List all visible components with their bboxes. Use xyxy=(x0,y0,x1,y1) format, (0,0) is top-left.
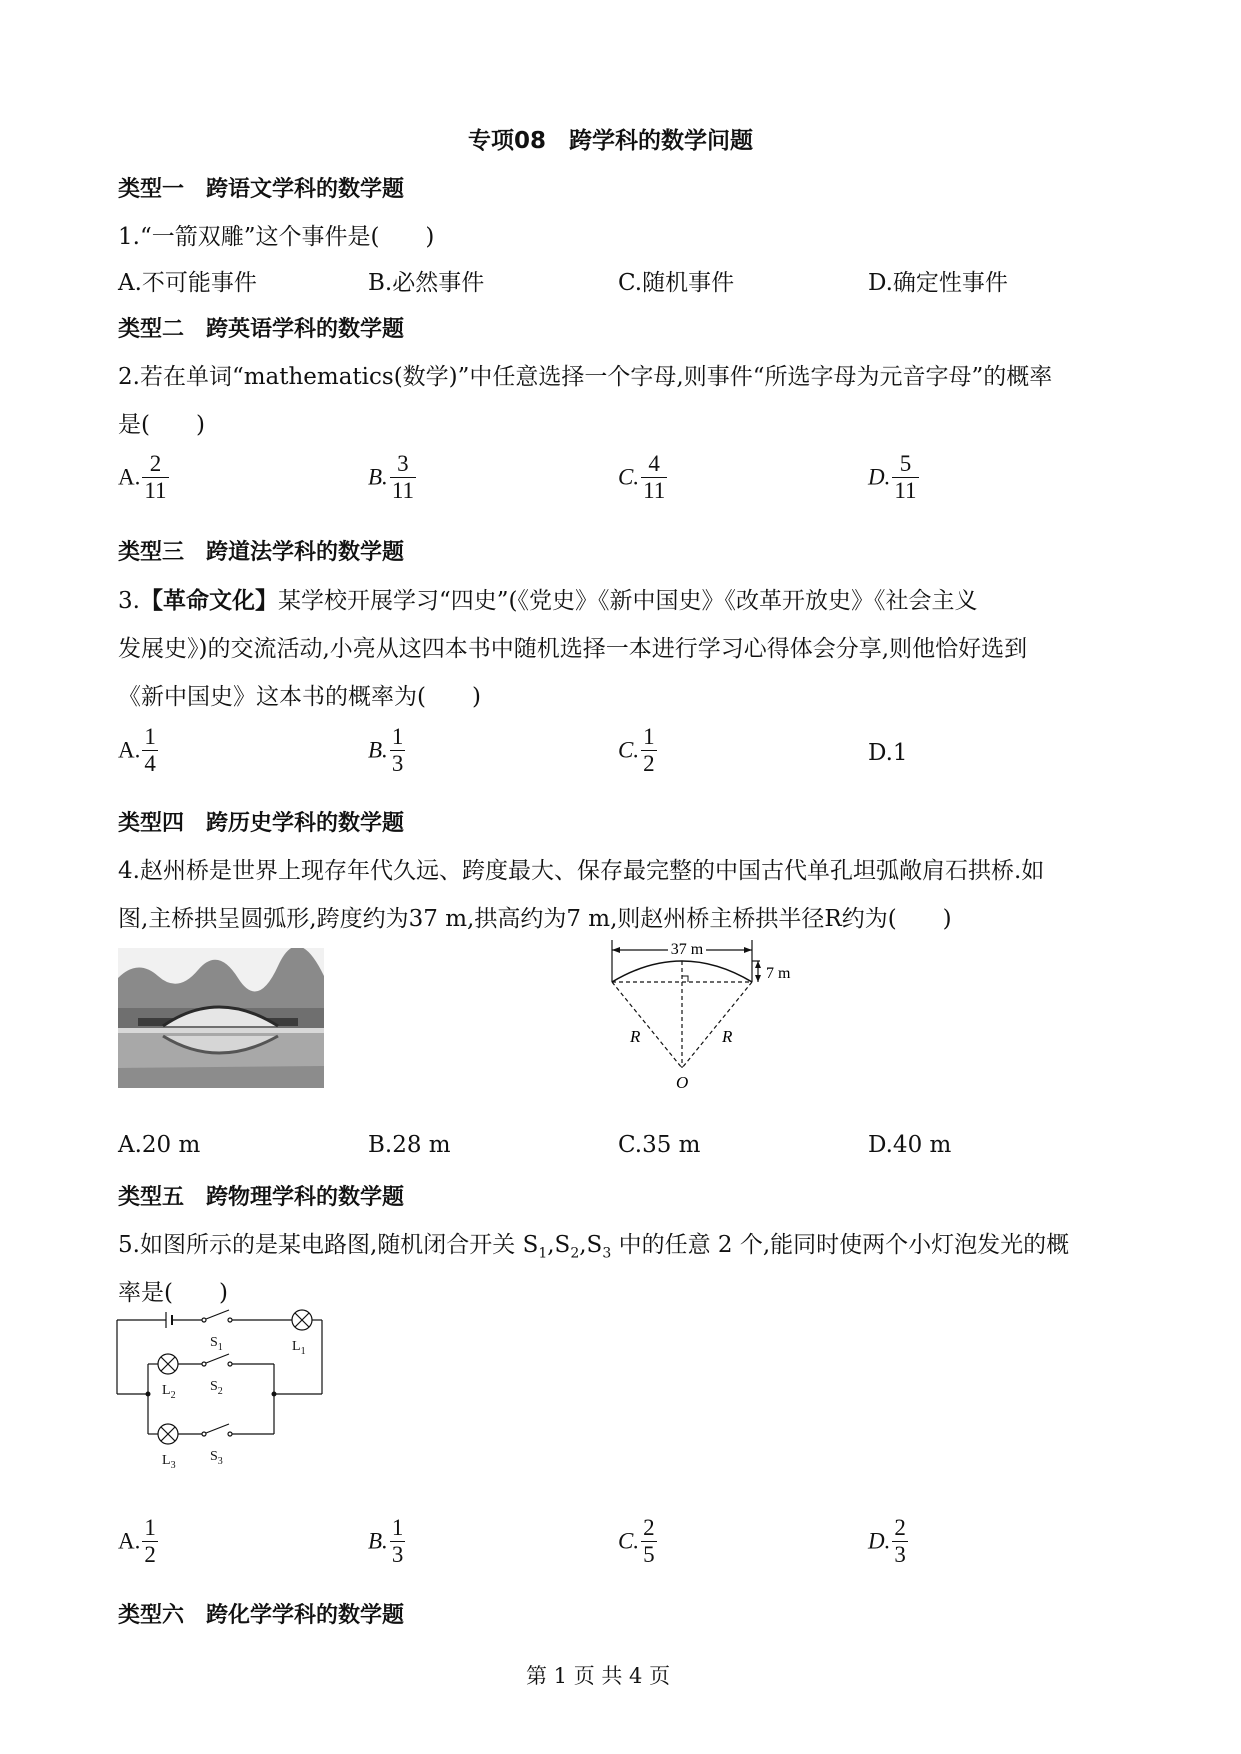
question-5-line1: 5.如图所示的是某电路图,随机闭合开关 $S_1,S_2,S_3$ 中的任意 2 个,能同时使两个小灯泡发光的概 xyxy=(118,1232,1070,1262)
q3-option-b: B. $\frac{1}{3}$ xyxy=(368,724,404,777)
svg-text:L1: $L_1$ xyxy=(292,1339,306,1357)
question-4-line2: 图,主桥拱呈圆弧形,跨度约为37 m,拱高约为7 m,则赵州桥主桥拱半径R约为( ) xyxy=(118,906,952,932)
height-label: 7 m xyxy=(766,965,791,982)
svg-text:S1: $S_1$ xyxy=(210,1335,223,1353)
q5-option-c: C. $\frac{2}{5}$ xyxy=(618,1515,655,1568)
q3-option-a: A. $\frac{1}{4}$ xyxy=(118,724,156,777)
question-3-line2: 发展史》)的交流活动,小亮从这四本书中随机选择一本进行学习心得体会分享,则他恰好选到 xyxy=(118,636,1028,662)
question-4-line1: 4.赵州桥是世界上现存年代久远、跨度最大、保存最完整的中国古代单孔坦弧敞肩石拱桥.如 xyxy=(118,858,1045,884)
question-5-line2: 率是( ) xyxy=(118,1280,228,1306)
section-heading: 类型三 跨道法学科的数学题 xyxy=(118,540,405,565)
q4-option-b: B.28 m xyxy=(368,1132,451,1158)
q5-option-d: D. $\frac{2}{3}$ xyxy=(868,1515,906,1568)
topic-tag: 【革命文化】 xyxy=(139,588,278,614)
q3-option-d: D.1 xyxy=(868,740,908,766)
q4-option-a: A.20 m xyxy=(118,1132,201,1158)
svg-text:S3: $S_3$ xyxy=(210,1449,223,1467)
bridge-photo xyxy=(118,948,324,1088)
q2-option-a: A. $\frac{2}{11}$ xyxy=(118,451,167,504)
q1-option-d: D.确定性事件 xyxy=(868,270,1008,296)
q2-option-b: B. $\frac{3}{11}$ xyxy=(368,451,414,504)
radius-label-right: R xyxy=(722,1027,733,1046)
q1-option-c: C.随机事件 xyxy=(618,270,735,296)
question-2-line1: 2.若在单词“mathematics(数学)”中任意选择一个字母,则事件“所选字母为元音字母”的概率 xyxy=(118,364,1053,390)
section-heading: 类型一 跨语文学科的数学题 xyxy=(118,177,405,202)
q4-option-c: C.35 m xyxy=(618,1132,701,1158)
radius-label-left: R xyxy=(630,1027,641,1046)
question-3-line1: 3.【革命文化】某学校开展学习“四史”(《党史》《新中国史》《改革开放史》《社会主义 xyxy=(118,588,978,614)
circuit-diagram xyxy=(114,1304,330,1470)
q1-option-b: B.必然事件 xyxy=(368,270,485,296)
svg-text:S2: $S_2$ xyxy=(210,1379,223,1397)
svg-text:L3: $L_3$ xyxy=(162,1453,176,1470)
q2-option-c: C. $\frac{4}{11}$ xyxy=(618,451,666,504)
span-label: 37 m xyxy=(670,941,704,958)
q5-option-a: A. $\frac{1}{2}$ xyxy=(118,1515,156,1568)
center-label: O xyxy=(676,1073,689,1092)
section-heading: 类型六 跨化学学科的数学题 xyxy=(118,1603,405,1628)
q4-option-d: D.40 m xyxy=(868,1132,952,1158)
q1-option-a: A.不可能事件 xyxy=(118,270,257,296)
question-1-stem: 1.“一箭双雕”这个事件是( ) xyxy=(118,224,435,250)
section-heading: 类型二 跨英语学科的数学题 xyxy=(118,317,405,342)
q5-option-b: B. $\frac{1}{3}$ xyxy=(368,1515,404,1568)
page-number: 第 1 页 共 4 页 xyxy=(526,1664,671,1688)
svg-text:L2: $L_2$ xyxy=(162,1383,176,1401)
question-2-line2: 是( ) xyxy=(118,412,205,438)
q3-option-c: C. $\frac{1}{2}$ xyxy=(618,724,655,777)
question-3-line3: 《新中国史》这本书的概率为( ) xyxy=(118,684,481,710)
q2-option-d: D. $\frac{5}{11}$ xyxy=(868,451,917,504)
section-heading: 类型五 跨物理学科的数学题 xyxy=(118,1185,405,1210)
arch-diagram xyxy=(600,938,820,1098)
section-heading: 类型四 跨历史学科的数学题 xyxy=(118,811,405,836)
page-title: 专项08 跨学科的数学问题 xyxy=(468,128,754,154)
